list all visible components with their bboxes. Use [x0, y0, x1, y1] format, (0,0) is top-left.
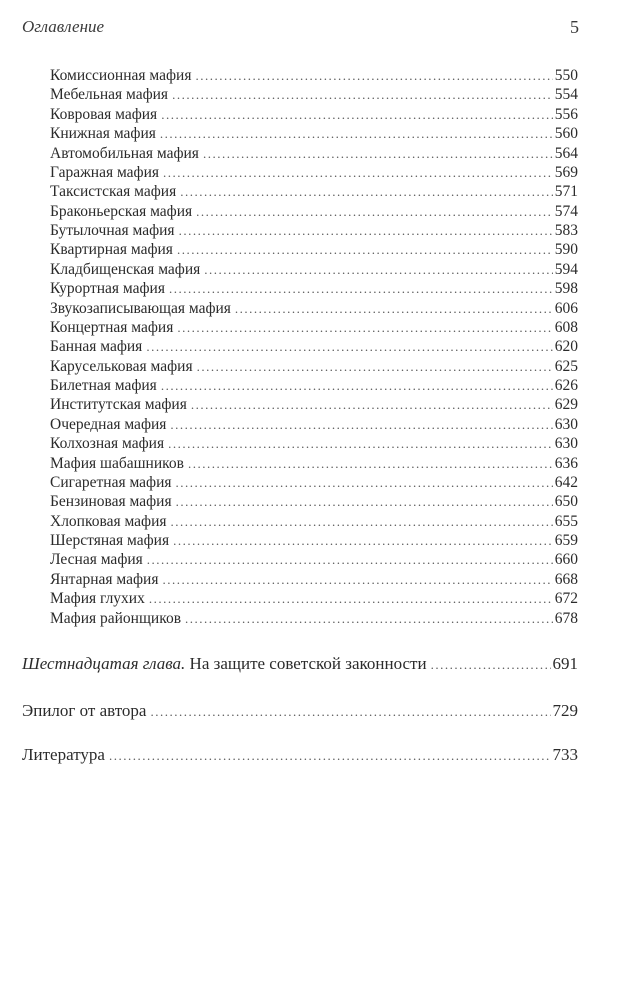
toc-entry-label: Гаражная мафия — [50, 163, 160, 181]
toc-entry-page: 583 — [554, 222, 578, 239]
toc-entry — [50, 260, 578, 279]
toc-entry — [50, 279, 578, 298]
toc-entry — [50, 454, 578, 473]
toc-entry-page: 629 — [554, 396, 578, 414]
toc-entry — [50, 531, 578, 550]
toc-entry — [50, 85, 578, 104]
toc-entry-page: 630 — [554, 435, 578, 453]
toc-entry — [50, 512, 578, 531]
toc-entry — [50, 589, 578, 608]
toc-entry-label: Бутылочная мафия — [50, 222, 175, 239]
toc-entry-label: Лесная мафия — [50, 551, 143, 569]
toc-leader-dots — [179, 221, 553, 240]
toc-entry-label: Концертная мафия — [50, 318, 174, 336]
toc-entry-page: 571 — [554, 183, 578, 201]
toc-leader-dots — [150, 700, 550, 724]
toc-entry-page: 550 — [554, 67, 578, 84]
toc-leader-dots — [185, 609, 553, 628]
toc-entry-label: Комиссионная мафия — [50, 67, 192, 84]
toc-entry-label: Банная мафия — [50, 338, 143, 356]
toc-leader-dots — [160, 124, 553, 143]
toc-entry-label: Литература — [22, 745, 105, 764]
toc-leader-dots — [173, 531, 553, 550]
toc-leader-dots — [168, 434, 553, 453]
toc-epilogue — [22, 699, 578, 723]
toc-entry-page: 650 — [554, 493, 578, 511]
toc-entry-label: Мафия глухих — [50, 590, 145, 608]
toc-entry — [50, 105, 578, 124]
toc-entry-label: Янтарная мафия — [50, 570, 159, 588]
toc-leader-dots — [147, 550, 553, 569]
toc-entry-page: 630 — [554, 415, 578, 433]
toc-entry-page: 569 — [554, 163, 578, 181]
toc-entry-label: Хлопковая мафия — [50, 512, 167, 530]
toc-entry-page: 660 — [554, 551, 578, 569]
toc-entry — [50, 144, 578, 163]
toc-leader-dots — [172, 85, 553, 104]
toc-entry — [50, 221, 578, 240]
toc-subsection-list — [50, 66, 578, 628]
toc-entry-page: 655 — [554, 512, 578, 530]
toc-entry — [50, 124, 578, 143]
toc-entry — [50, 357, 578, 376]
toc-entry-page: 659 — [554, 532, 578, 549]
toc-entry — [22, 652, 578, 676]
running-header-title: Оглавление — [22, 17, 105, 36]
toc-entry — [50, 492, 578, 511]
toc-entry-label: Мафия районщиков — [50, 609, 182, 627]
toc-leader-dots — [170, 415, 552, 434]
toc-entry-page: 733 — [552, 745, 578, 764]
toc-entry — [22, 743, 578, 767]
toc-entry-page: 672 — [554, 590, 578, 608]
toc-leader-dots — [169, 279, 553, 298]
toc-leader-dots — [161, 376, 553, 395]
toc-entry-page: 590 — [554, 241, 578, 259]
toc-leader-dots — [180, 182, 553, 201]
toc-leader-dots — [146, 337, 552, 356]
toc-entry — [22, 699, 578, 723]
toc-leader-dots — [197, 357, 553, 376]
toc-entry-label: Браконьерская мафия — [50, 202, 193, 220]
toc-entry-page: 606 — [554, 299, 578, 317]
toc-entry-label: Билетная мафия — [50, 377, 157, 394]
toc-entry-page: 608 — [554, 318, 578, 336]
toc-entry-page: 620 — [554, 338, 578, 356]
toc-leader-dots — [163, 163, 553, 182]
toc-entry-label: Карусельковая мафия — [50, 357, 193, 375]
toc-entry — [50, 415, 578, 434]
toc-entry-page: 625 — [554, 357, 578, 375]
toc-entry-page: 668 — [554, 570, 578, 588]
toc-leader-dots — [204, 260, 553, 279]
toc-entry-label: Книжная мафия — [50, 125, 156, 143]
toc-entry-label: Сигаретная мафия — [50, 473, 172, 491]
toc-entry — [50, 376, 578, 395]
toc-entry-page: 554 — [554, 86, 578, 104]
toc-entry-label: Мафия шабашников — [50, 454, 184, 472]
toc-entry-label: Курортная мафия — [50, 280, 165, 298]
toc-entry-page: 642 — [554, 473, 578, 491]
toc-chapter-16 — [22, 652, 578, 676]
page-header — [22, 17, 579, 43]
toc-leader-dots — [177, 240, 553, 259]
toc-leader-dots — [188, 454, 553, 473]
toc-entry-page: 678 — [554, 609, 578, 627]
toc-entry-label: Институтская мафия — [50, 396, 187, 414]
toc-entry — [50, 609, 578, 628]
toc-entry — [50, 66, 578, 85]
toc-entry — [50, 163, 578, 182]
toc-entry — [50, 182, 578, 201]
toc-entry-page: 564 — [554, 144, 578, 162]
toc-entry — [50, 570, 578, 589]
toc-entry-label — [22, 652, 431, 676]
toc-entry-page: 560 — [554, 125, 578, 143]
toc-entry — [50, 395, 578, 414]
toc-entry-page: 729 — [552, 701, 578, 720]
toc-entry-label: Звукозаписывающая мафия — [50, 299, 231, 317]
toc-leader-dots — [176, 492, 553, 511]
toc-entry-label: Квартирная мафия — [50, 241, 173, 259]
toc-leader-dots — [191, 395, 553, 414]
toc-entry — [50, 318, 578, 337]
toc-entry-label: Автомобильная мафия — [50, 144, 199, 162]
toc-entry — [50, 299, 578, 318]
toc-entry — [50, 434, 578, 453]
toc-leader-dots — [149, 589, 553, 608]
toc-leader-dots — [162, 570, 552, 589]
toc-entry-page: 594 — [554, 260, 578, 278]
toc-leader-dots — [177, 318, 552, 337]
toc-entry — [50, 473, 578, 492]
toc-leader-dots — [109, 744, 551, 768]
toc-entry-label: Таксистская мафия — [50, 183, 177, 201]
page-number: 5 — [570, 17, 579, 37]
toc-entry-label: Бензиновая мафия — [50, 493, 172, 511]
toc-entry-label: Эпилог от автора — [22, 701, 147, 720]
toc-leader-dots — [195, 66, 552, 85]
chapter-title: На защите советской законности — [189, 654, 427, 673]
toc-entry-page: 574 — [554, 202, 578, 220]
toc-entry-label: Шерстяная мафия — [50, 532, 170, 549]
toc-entry-label: Ковровая мафия — [50, 105, 158, 123]
toc-entry-page: 691 — [552, 654, 578, 673]
toc-leader-dots — [161, 105, 553, 124]
toc-entry-label: Колхозная мафия — [50, 435, 165, 453]
toc-entry — [50, 202, 578, 221]
toc-entry-label: Кладбищенская мафия — [50, 260, 201, 278]
toc-entry-label: Мебельная мафия — [50, 86, 169, 104]
chapter-prefix: Шестнадцатая глава. — [22, 654, 186, 673]
toc-entry-page: 556 — [554, 105, 578, 123]
toc-leader-dots — [196, 202, 553, 221]
toc-leader-dots — [203, 144, 553, 163]
toc-entry — [50, 240, 578, 259]
toc-leader-dots — [176, 473, 553, 492]
toc-entry-page: 598 — [554, 280, 578, 298]
toc-leader-dots — [171, 512, 553, 531]
toc-entry — [50, 550, 578, 569]
toc-entry — [50, 337, 578, 356]
toc-entry-label: Очередная мафия — [50, 415, 167, 433]
toc-entry-page: 626 — [554, 377, 578, 394]
toc-leader-dots — [431, 653, 551, 677]
toc-leader-dots — [235, 299, 553, 318]
toc-literature — [22, 743, 578, 767]
toc-entry-page: 636 — [554, 454, 578, 472]
